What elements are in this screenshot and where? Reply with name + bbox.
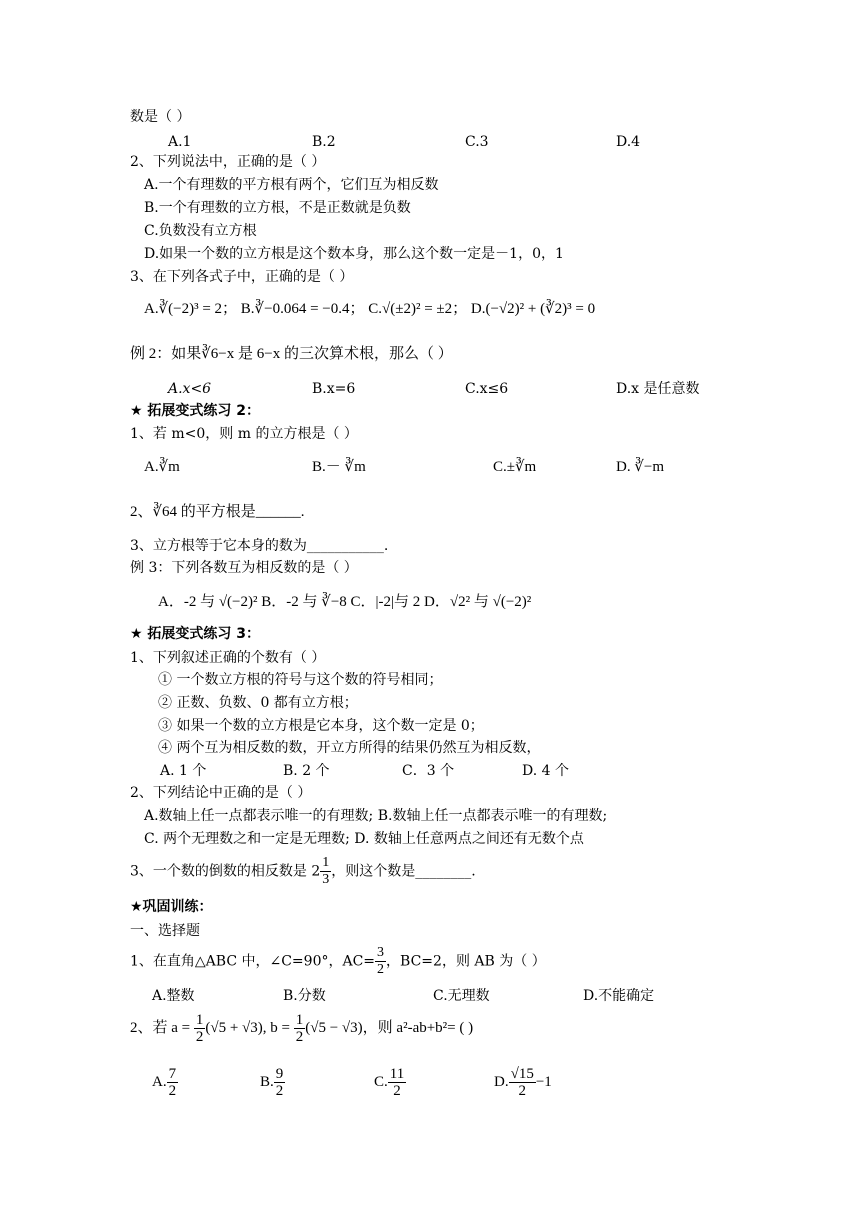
question-3: 3、在下列各式子中，正确的是（ ） (130, 269, 354, 285)
fraction: $\frac{1}{2}$ (295, 1012, 304, 1045)
example-3: 例 3：下列各数互为相反数的是（ ） (130, 560, 358, 576)
option-b: B.x=6 (312, 381, 356, 397)
options-ab: A.数轴上任一点都表示唯一的有理数; B.数轴上任一点都表示唯一的有理数; (144, 808, 608, 824)
option-d: D. ∛−m (616, 459, 665, 475)
statement-2: ② 正数、负数、0 都有立方根； (158, 695, 358, 711)
statement-1: ① 一个数立方根的符号与这个数的符号相同； (158, 672, 443, 688)
question-1: 1、若 m<0，则 m 的立方根是（ ） (130, 426, 358, 442)
option-b: B. $\frac{9}{2}$ (260, 1066, 284, 1099)
option-c: C．3 个 (402, 763, 455, 779)
option-d: D. $\frac{√15}{2}$ −1 (494, 1066, 552, 1099)
option-c: C.3 (465, 134, 489, 150)
option-c: C.±∛m (493, 459, 537, 475)
statement-3: ③ 如果一个数的立方根是它本身，这个数一定是 0； (158, 718, 484, 734)
option-b: B.2 (312, 134, 336, 150)
option-a: A.∛m (144, 459, 180, 475)
option-d: D.4 (616, 134, 641, 150)
option-d: D.不能确定 (583, 988, 655, 1004)
option-d: D. 4 个 (522, 763, 569, 779)
question-3-options: A.∛(−2)³ = 2； B.∛−0.064 = −0.4； C.√(±2)² = ±2； D.(−√2)² + (∛2)³ = 0 (144, 301, 596, 317)
option-b: B.－ ∛m (312, 459, 366, 475)
option-a: A.整数 (152, 988, 195, 1004)
option-a: A. $\frac{7}{2}$ (152, 1066, 177, 1099)
question-3: 3、立方根等于它本身的数为___________. (130, 538, 389, 554)
question-2: 2、若 a = $\frac{1}{2}$ (√5 + √3), b = $\frac{1}{2}$ (√5 − √3)，则 a²-ab+b²= ( ) (130, 1012, 474, 1045)
question-2: 2、下列结论中正确的是（ ） (130, 785, 312, 801)
fraction: $\frac{1}{3}$ (322, 855, 330, 887)
option-c: C. $\frac{11}{2}$ (374, 1066, 405, 1099)
question-1: 1、在直角△ABC 中，∠C=90°，AC= $\frac{3}{2}$ ，BC=2，则 AB 为（ ） (130, 945, 546, 977)
fraction: $\frac{1}{2}$ (195, 1012, 204, 1045)
section-heading: ★巩固训练： (130, 899, 213, 915)
text-line: 数是（ ） (130, 109, 191, 125)
example-2: 例 2：如果∛6−x 是 6−x 的三次算术根，那么（ ） (130, 346, 453, 362)
section-heading: ★ 拓展变式练习 3： (130, 626, 261, 642)
subsection-heading: 一、选择题 (130, 923, 200, 939)
question-3: 3、一个数的倒数的相反数是 2 $\frac{1}{3}$ ，则这个数是________. (130, 855, 476, 887)
option-a: A. 1 个 (160, 763, 207, 779)
question-1: 1、下列叙述正确的个数有（ ） (130, 650, 326, 666)
option-c: C.x≤6 (465, 381, 509, 397)
option-a: A.1 (168, 134, 192, 150)
statement-4: ④ 两个互为相反数的数，开立方所得的结果仍然互为相反数， (158, 740, 541, 756)
fraction: $\frac{3}{2}$ (377, 945, 385, 977)
option-b: B.分数 (283, 988, 326, 1004)
option-c: C.无理数 (433, 988, 490, 1004)
example-3-options: A．-2 与 √(−2)² B．-2 与 ∛−8 C．|-2|与 2 D．√2² 与 √(−2)² (158, 594, 532, 610)
option-b: B. 2 个 (283, 763, 330, 779)
option-a: A.一个有理数的平方根有两个，它们互为相反数 (144, 177, 439, 193)
options-cd: C. 两个无理数之和一定是无理数; D. 数轴上任意两点之间还有无数个点 (144, 831, 584, 847)
option-c: C.负数没有立方根 (144, 223, 257, 239)
option-d: D.x 是任意数 (616, 381, 700, 397)
question-2: 2、∛64 的平方根是______. (130, 504, 305, 520)
option-d: D.如果一个数的立方根是这个数本身，那么这个数一定是－1，0，1 (144, 246, 564, 262)
question-2: 2、下列说法中，正确的是（ ） (130, 154, 326, 170)
option-b: B.一个有理数的立方根，不是正数就是负数 (144, 200, 411, 216)
section-heading: ★ 拓展变式练习 2： (130, 403, 261, 419)
option-a: A.x<6 (168, 381, 212, 397)
